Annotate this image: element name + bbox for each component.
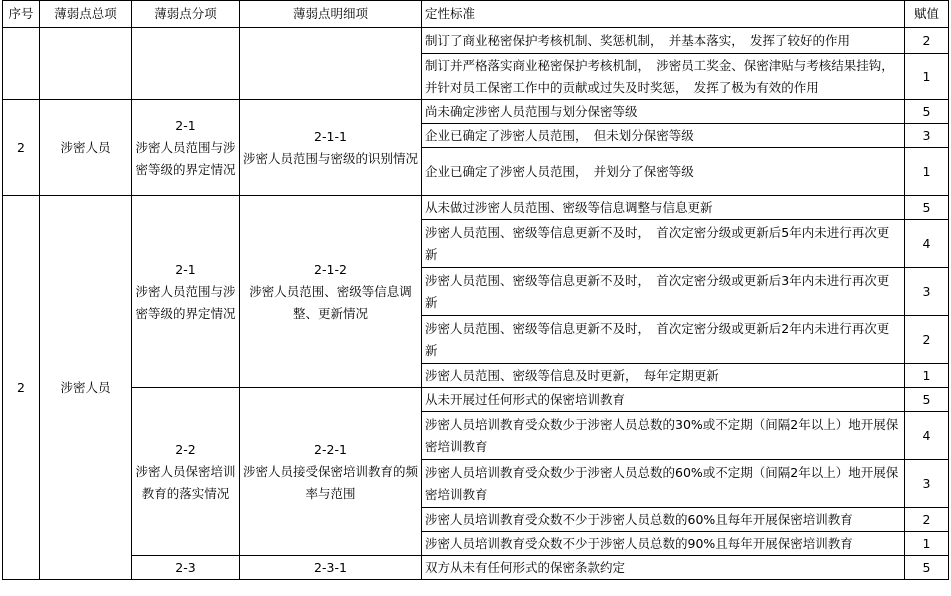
value-cell: 5 <box>905 196 949 220</box>
standard-cell: 涉密人员范围、密级等信息更新不及时， 首次定密分级或更新后3年内未进行再次更新 <box>422 268 905 316</box>
row-no: 2 <box>3 100 40 196</box>
detail-item-text: 2-2-1 涉密人员接受保密培训教育的频率与范围 <box>243 441 419 501</box>
row-no: 2 <box>3 196 40 580</box>
detail-item-cell <box>240 388 422 556</box>
empty-cell <box>132 28 240 100</box>
value-cell: 3 <box>905 460 949 508</box>
value-cell: 2 <box>905 316 949 364</box>
value-cell: 5 <box>905 100 949 124</box>
value-cell: 5 <box>905 388 949 412</box>
value-cell: 2 <box>905 28 949 54</box>
sub-item-cell <box>132 388 240 556</box>
evaluation-table <box>2 0 949 580</box>
category-cell: 涉密人员 <box>40 100 132 196</box>
empty-cell <box>3 28 40 100</box>
sub-item-text: 2-2 涉密人员保密培训教育的落实情况 <box>135 441 236 501</box>
standard-cell: 尚未确定涉密人员范围与划分保密等级 <box>422 100 905 124</box>
value-cell: 1 <box>905 532 949 556</box>
detail-item-cell: 2-3-1 <box>240 556 422 580</box>
standard-cell: 涉密人员培训教育受众数少于涉密人员总数的60%或不定期（间隔2年以上）地开展保密培训教育 <box>422 460 905 508</box>
header-detail: 薄弱点明细项 <box>240 1 422 28</box>
standard-cell: 涉密人员范围、密级等信息更新不及时， 首次定密分级或更新后5年内未进行再次更新 <box>422 220 905 268</box>
header-category: 薄弱点总项 <box>40 1 132 28</box>
standard-cell: 企业已确定了涉密人员范围， 但未划分保密等级 <box>422 124 905 148</box>
standard-cell: 涉密人员培训教育受众数不少于涉密人员总数的60%且每年开展保密培训教育 <box>422 508 905 532</box>
header-sub: 薄弱点分项 <box>132 1 240 28</box>
standard-cell: 涉密人员范围、密级等信息及时更新， 每年定期更新 <box>422 364 905 388</box>
value-cell: 4 <box>905 220 949 268</box>
table-row <box>3 100 949 124</box>
value-cell: 1 <box>905 148 949 196</box>
detail-item-text: 2-1-2 涉密人员范围、密级等信息调整、更新情况 <box>249 261 412 321</box>
detail-item-cell <box>240 100 422 196</box>
header-value: 赋值 <box>905 1 949 28</box>
standard-cell: 制订了商业秘密保护考核机制、奖惩机制， 并基本落实， 发挥了较好的作用 <box>422 28 905 54</box>
standard-cell: 企业已确定了涉密人员范围， 并划分了保密等级 <box>422 148 905 196</box>
table-row <box>3 388 949 412</box>
value-cell: 3 <box>905 124 949 148</box>
header-row <box>3 1 949 28</box>
detail-item-text: 2-1-1 涉密人员范围与密级的识别情况 <box>243 128 419 166</box>
sub-item-cell: 2-3 <box>132 556 240 580</box>
sub-item-text: 2-1 涉密人员范围与涉密等级的界定情况 <box>135 117 236 177</box>
category-cell: 涉密人员 <box>40 196 132 580</box>
header-no: 序号 <box>3 1 40 28</box>
table-row <box>3 196 949 220</box>
standard-cell: 制订并严格落实商业秘密保护考核机制， 涉密员工奖金、保密津贴与考核结果挂钩， 并针对员工保密工作中的贡献或过失及时奖惩， 发挥了极为有效的作用 <box>422 54 905 100</box>
standard-cell: 涉密人员培训教育受众数少于涉密人员总数的30%或不定期（间隔2年以上）地开展保密培训教育 <box>422 412 905 460</box>
empty-cell <box>40 28 132 100</box>
sub-item-cell <box>132 196 240 388</box>
value-cell: 4 <box>905 412 949 460</box>
value-cell: 1 <box>905 54 949 100</box>
standard-cell: 从未开展过任何形式的保密培训教育 <box>422 388 905 412</box>
sub-item-cell <box>132 100 240 196</box>
table-row <box>3 556 949 580</box>
detail-item-cell <box>240 196 422 388</box>
table-row <box>3 28 949 54</box>
standard-cell: 涉密人员培训教育受众数不少于涉密人员总数的90%且每年开展保密培训教育 <box>422 532 905 556</box>
value-cell: 1 <box>905 364 949 388</box>
standard-cell: 涉密人员范围、密级等信息更新不及时， 首次定密分级或更新后2年内未进行再次更新 <box>422 316 905 364</box>
value-cell: 5 <box>905 556 949 580</box>
header-standard: 定性标准 <box>422 1 905 28</box>
sub-item-text: 2-1 涉密人员范围与涉密等级的界定情况 <box>135 261 236 321</box>
standard-cell: 双方从未有任何形式的保密条款约定 <box>422 556 905 580</box>
empty-cell <box>240 28 422 100</box>
value-cell: 3 <box>905 268 949 316</box>
standard-cell: 从未做过涉密人员范围、密级等信息调整与信息更新 <box>422 196 905 220</box>
value-cell: 2 <box>905 508 949 532</box>
